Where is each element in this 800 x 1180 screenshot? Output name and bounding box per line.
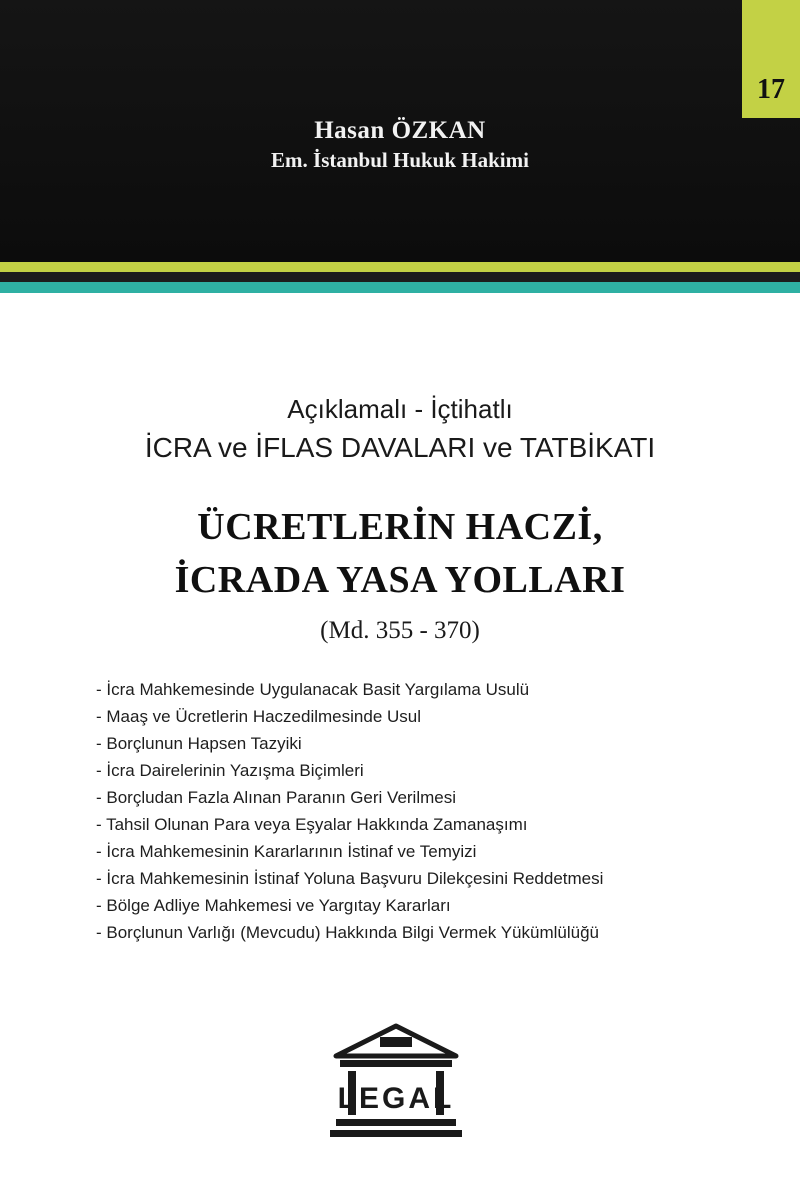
accent-stripe-dark xyxy=(0,272,800,282)
topic-item: - İcra Mahkemesinin Kararlarının İstinaf ve Temyizi xyxy=(96,842,477,861)
topic-item: - Bölge Adliye Mahkemesi ve Yargıtay Kararları xyxy=(96,896,451,915)
topic-item: - Borçludan Fazla Alınan Paranın Geri Verilmesi xyxy=(96,788,457,807)
publisher-logo-text: LEGAL xyxy=(337,1082,455,1115)
volume-number-tab xyxy=(742,0,800,118)
topic-item: - Maaş ve Ücretlerin Haczedilmesinde Usul xyxy=(96,707,422,726)
topic-item: - İcra Dairelerinin Yazışma Biçimleri xyxy=(96,761,364,780)
book-title-line2: İCRADA YASA YOLLARI xyxy=(174,559,626,601)
topic-item: - İcra Mahkemesinin İstinaf Yoluna Başvuru Dilekçesini Reddetmesi xyxy=(96,869,604,888)
author-name: Hasan ÖZKAN xyxy=(314,117,486,144)
author-title: Em. İstanbul Hukuk Hakimi xyxy=(271,148,529,172)
topic-list xyxy=(96,676,716,946)
series-subtitle-line2: İCRA ve İFLAS DAVALARI ve TATBİKATI xyxy=(144,432,656,463)
author-block xyxy=(0,117,800,173)
accent-stripe-yellow xyxy=(0,262,800,272)
volume-number: 17 xyxy=(757,74,785,105)
book-title-line1: ÜCRETLERİN HACZİ, xyxy=(197,506,603,548)
topic-item: - Tahsil Olunan Para veya Eşyalar Hakkında Zamanaşımı xyxy=(96,815,528,834)
publisher-logo-icon xyxy=(328,1022,464,1140)
topic-item: - Borçlunun Hapsen Tazyiki xyxy=(96,734,302,753)
topic-item: - Borçlunun Varlığı (Mevcudu) Hakkında Bilgi Vermek Yükümlülüğü xyxy=(96,923,599,942)
topic-item: - İcra Mahkemesinde Uygulanacak Basit Yargılama Usulü xyxy=(96,680,530,699)
series-subtitle-line1: Açıklamalı - İçtihatlı xyxy=(287,394,513,424)
article-range: (Md. 355 - 370) xyxy=(320,617,480,644)
accent-stripe-teal xyxy=(0,282,800,293)
cover-header-band xyxy=(0,0,800,262)
